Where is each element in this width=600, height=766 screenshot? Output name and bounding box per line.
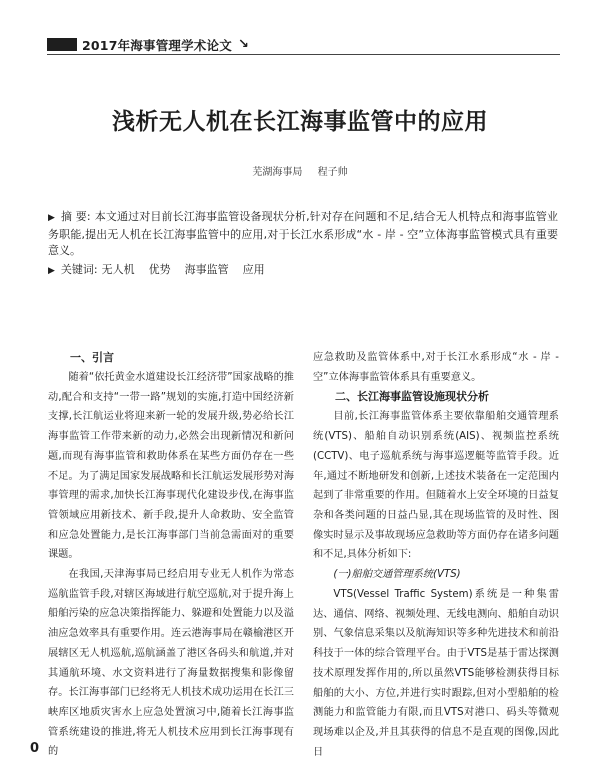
subsection-heading: (一)船舶交通管理系统(VTS): [333, 569, 461, 581]
author-line: [0, 163, 600, 178]
section-heading: 二、长江海事监管设施现状分析: [335, 390, 489, 404]
keyword: 应用: [242, 263, 265, 276]
paragraph: 目前,长江海事监管体系主要依靠船舶交通管理系统(VTS)、船舶自动识别系统(AIS)、视频监控系统(CCTV)、电子巡航系统与海事巡逻艇等监管手段。近年,通过不断地研发和创新,上述技术装备在一定范围内起到了非常重要的作用。但随着水上安全环境的日益复杂和各类问题的日益凸显,其在现场监管的及时性、图像实时显示及事故现场应急救助等方面仍存在诸多问题和不足,具体分析如下:: [313, 411, 559, 561]
paragraph: 随着“依托黄金水道建设长江经济带”国家战略的推动,配合和支持“一带一路”规划的实施,打造中国经济新支撑,长江航运业将迎来新一轮的发展升级,势必给长江海事监管工作带来新的动力,必然会出现新情况和新问题,而现有海事监管和救助体系在某些方面仍存在一些不足。为了满足国家发展战略和长江航运发展形势对海事管理的需求,加快长江海事现代化建设步伐,在海事监管领域应用新技术、新手段,提升人命救助、安全监管和应急处置能力,是长江海事部门当前急需面对的重要课题。: [48, 372, 294, 561]
header-divider: [47, 54, 560, 55]
abstract-label: 摘 要:: [61, 210, 91, 223]
paragraph: VTS(Vessel Traffic System)系统是一种集雷达、通信、网络、视频处理、无线电测向、船舶自动识别、气象信息采集以及航海知识等多种先进技术和前沿科技于一体的综合管理平台。由于VTS是基于雷达探测技术原理发挥作用的,所以虽然VTS能够检测获得目标船舶的大小、方位,并进行实时跟踪,但对小型船舶的检测能力和监管能力有限,而且VTS对港口、码头等微观现场难以企及,并且其获得的信息不是直观的图像,因此日: [313, 589, 559, 758]
abstract-text: 本文通过对目前长江海事监管设备现状分析,针对存在问题和不足,结合无人机特点和海事监管业务职能,提出无人机在长江海事监管中的应用,对于长江水系形成“水 - 岸 - 空”立体海事监管模式具有重要意义。: [48, 210, 558, 257]
paragraph: 应急救助及监管体系中,对于长江水系形成“水 - 岸 - 空”立体海事监管体系具有重要意义。: [313, 352, 559, 383]
abstract: [48, 209, 558, 260]
page-number: 0: [30, 741, 40, 756]
right-column: [313, 348, 559, 762]
journal-header: 2017年海事管理学术论文: [82, 38, 232, 53]
left-column: [48, 348, 294, 762]
author-name: 程子帅: [317, 167, 348, 178]
header-arrow-icon: ↘: [238, 37, 249, 52]
keywords: [48, 262, 558, 279]
keyword: 海事监管: [184, 263, 229, 276]
paper-title: 浅析无人机在长江海事监管中的应用: [112, 109, 488, 135]
paragraph: 在我国,天津海事局已经启用专业无人机作为常态巡航监管手段,对辖区海域进行航空巡航,对于提升海上船舶污染的应急决策指挥能力、躲避和处置能力以及溢油应急效率具有重要作用。连云港海事局在赣榆港区开展辖区无人机巡航,巡航涵盖了港区各码头和航道,并对其通航环境、水文资料进行了海量数据搜集和影像留存。长江海事部门已经将无人机技术成功运用在长江三峡库区地质灾害水上应急处置演习中,随着长江海事监管系统建设的推进,将无人机技术应用到长江海事现有的: [48, 569, 294, 758]
triangle-icon: ▶: [48, 213, 56, 223]
triangle-icon: ▶: [48, 266, 55, 276]
header-bar: [47, 38, 77, 51]
section-heading: 一、引言: [70, 351, 114, 364]
keyword: 优势: [148, 263, 171, 276]
author-org: 芜湖海事局: [252, 167, 303, 178]
keywords-label: 关键词:: [60, 263, 98, 276]
keyword: 无人机: [101, 263, 135, 276]
